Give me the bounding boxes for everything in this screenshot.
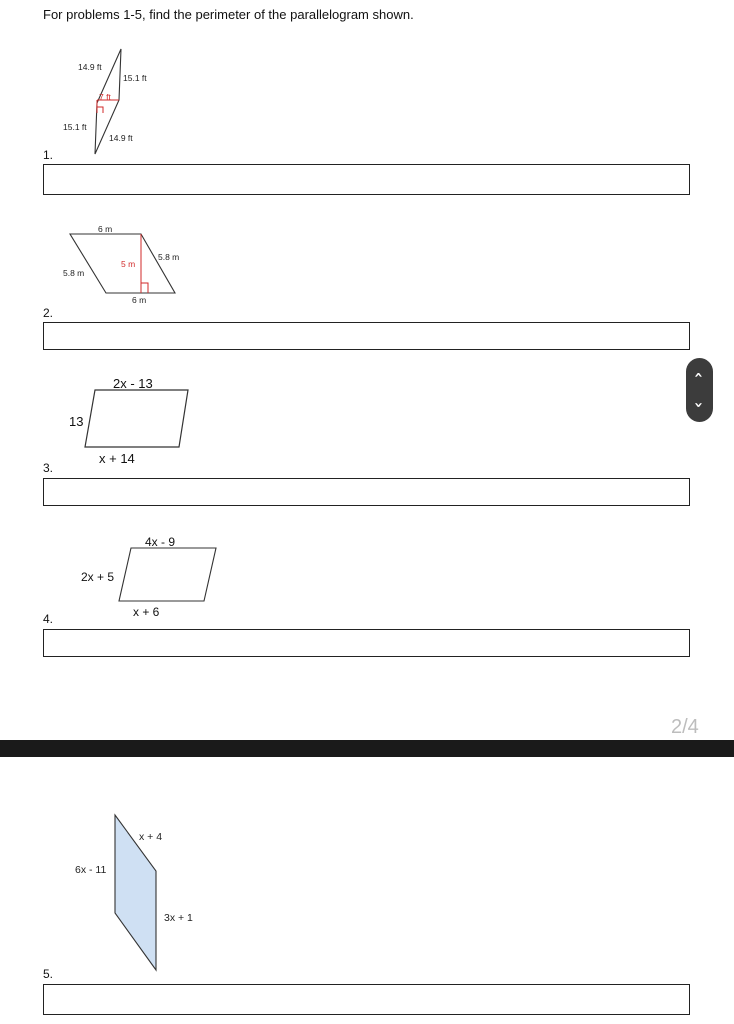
parallelogram-figure-5 bbox=[70, 810, 210, 975]
fig2-label-top: 6 m bbox=[98, 224, 113, 234]
problem-number-5: 5. bbox=[43, 967, 54, 981]
instructions-text: For problems 1-5, find the perimeter of the parallelogram shown. bbox=[43, 7, 414, 22]
parallelogram-figure-3 bbox=[55, 370, 205, 470]
fig3-label-left: 13 bbox=[69, 414, 84, 429]
fig1-label-height: 7 ft bbox=[99, 92, 111, 102]
answer-box-3[interactable] bbox=[43, 478, 690, 506]
fig5-label-right: 3x + 1 bbox=[164, 912, 193, 924]
problem-number-4: 4. bbox=[43, 612, 54, 626]
parallelogram-figure-4 bbox=[70, 528, 230, 623]
parallelogram-figure-1 bbox=[55, 45, 165, 160]
answer-box-5[interactable] bbox=[43, 984, 690, 1015]
problem-number-3: 3. bbox=[43, 461, 54, 475]
fig2-label-right: 5.8 m bbox=[158, 252, 180, 262]
chevron-down-glyph: › bbox=[690, 401, 709, 409]
page-divider bbox=[0, 740, 734, 757]
fig5-label-top-right: x + 4 bbox=[139, 831, 163, 843]
fig4-label-left: 2x + 5 bbox=[81, 570, 115, 584]
fig2-label-height: 5 m bbox=[121, 259, 136, 269]
parallelogram-figure-2 bbox=[55, 218, 195, 308]
fig2-label-left: 5.8 m bbox=[63, 268, 85, 278]
problem-number-2: 2. bbox=[43, 306, 54, 320]
fig2-label-bottom: 6 m bbox=[132, 295, 147, 305]
fig3-label-top: 2x - 13 bbox=[113, 376, 153, 391]
chevron-up-icon[interactable] bbox=[686, 360, 713, 390]
answer-box-1[interactable] bbox=[43, 164, 690, 195]
page-navigator bbox=[686, 358, 713, 422]
answer-box-2[interactable] bbox=[43, 322, 690, 350]
fig5-label-left: 6x - 11 bbox=[75, 864, 107, 876]
fig4-label-top: 4x - 9 bbox=[145, 535, 176, 549]
problem-number-1: 1. bbox=[43, 148, 54, 162]
fig4-label-bottom: x + 6 bbox=[133, 605, 160, 619]
chevron-down-icon[interactable] bbox=[686, 390, 713, 420]
fig3-label-bottom: x + 14 bbox=[99, 451, 135, 466]
fig1-label-top-right: 15.1 ft bbox=[123, 73, 147, 83]
fig1-label-bottom: 14.9 ft bbox=[109, 133, 133, 143]
fig1-label-left: 15.1 ft bbox=[63, 122, 87, 132]
page-indicator: 2/4 bbox=[671, 716, 699, 738]
chevron-up-glyph: ‹ bbox=[690, 371, 709, 379]
fig1-label-top-left: 14.9 ft bbox=[78, 62, 102, 72]
answer-box-4[interactable] bbox=[43, 629, 690, 657]
